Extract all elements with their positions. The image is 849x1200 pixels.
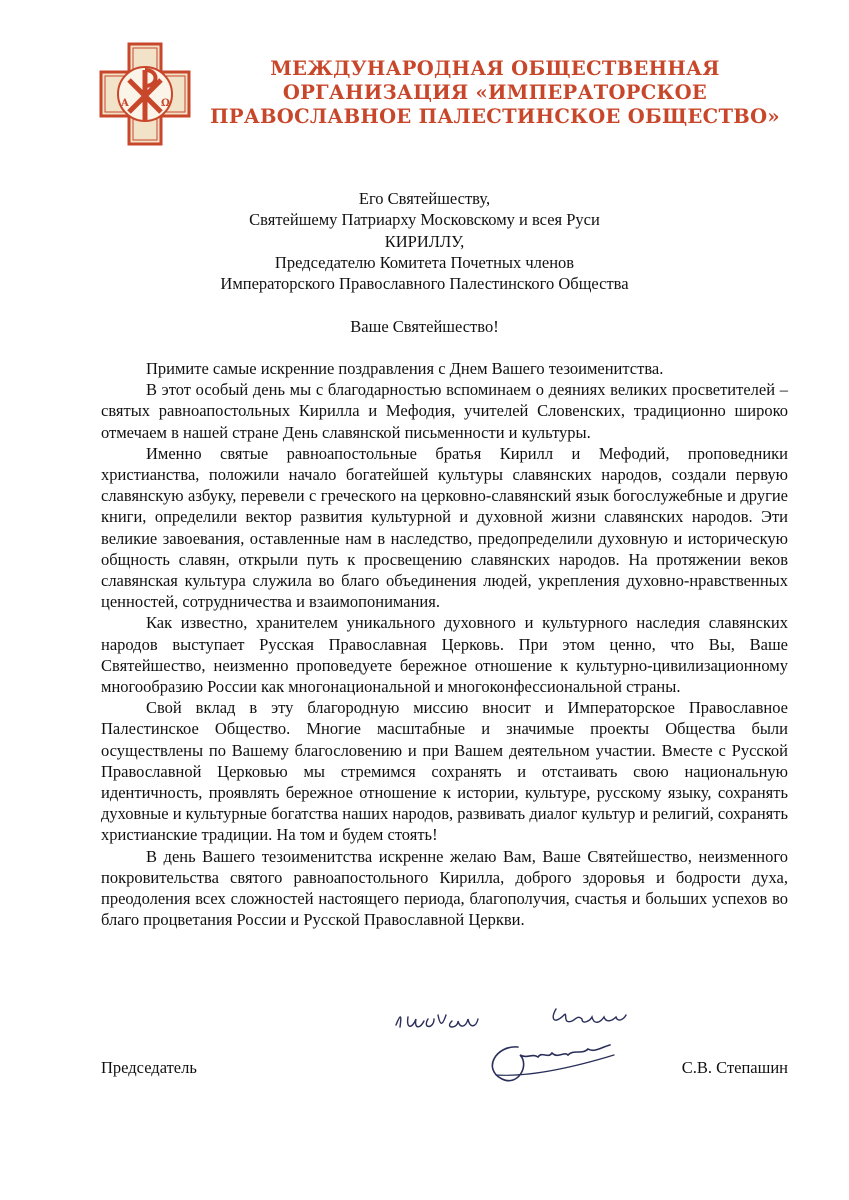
paragraph: Как известно, хранителем уникального духовного и культурного наследия славянских народов выступает Русская Православная Церковь. При этом ценно, что Вы, Ваше Святейшество, неизменно проповедуете бережное отношение к культурно-цивилизационному многообразию России как многонациональной и многоконфессиональной страны.	[101, 613, 788, 697]
addressee-line: КИРИЛЛУ,	[384, 231, 465, 251]
org-name-line: ОРГАНИЗАЦИЯ «ИМПЕРАТОРСКОЕ	[282, 81, 708, 104]
addressee-line: Императорского Православного Палестинского Общества	[220, 274, 629, 294]
paragraph: Свой вклад в эту благородную миссию вносит и Императорское Православное Палестинское Общество. Многие масштабные и значимые проекты Общества были осуществлены по Вашему благословению и при Вашем деятельном участии. Вместе с Русской Православной Церковью мы стремимся сохранять и отстаивать свою национальную идентичность, проявлять бережное отношение к истории, культуре, русскому языку, сохранять духовные и культурные богатства наших народов, развивать диалог культур и религий, сохранять христианские традиции. На том и будем стоять!	[101, 698, 788, 845]
paragraph: В день Вашего тезоименитства искренне желаю Вам, Ваше Святейшество, неизменного покровительства святого равноапостольного Кирилла, доброго здоровья и бодрости духа, преодоления всех сложностей настоящего периода, благополучия, счастья и больших успехов во благо процветания России и Русской Православной Церкви.	[101, 846, 788, 930]
signer-title: Председатель	[101, 1058, 197, 1077]
addressee-block	[0, 188, 849, 294]
paragraph: Примите самые искренние поздравления с Днем Вашего тезоименитства.	[146, 359, 664, 378]
handwritten-signature	[378, 985, 648, 1095]
signer-name: С.В. Степашин	[681, 1058, 788, 1077]
paragraph: В этот особый день мы с благодарностью вспоминаем о деяниях великих просветителей – святых равноапостольных Кирилла и Мефодия, учителей Словенских, традиционно широко отмечаем в нашей стране День славянской письменности и культуры.	[101, 380, 788, 442]
svg-text:Ω: Ω	[161, 98, 170, 109]
addressee-line: Председателю Комитета Почетных членов	[274, 252, 575, 272]
org-name-line: ПРАВОСЛАВНОЕ ПАЛЕСТИНСКОЕ ОБЩЕСТВО»	[210, 105, 780, 128]
society-logo-icon	[99, 42, 191, 146]
letter-body	[101, 358, 788, 930]
svg-text:Α: Α	[121, 98, 129, 109]
addressee-line: Святейшему Патриарху Московскому и всея Руси	[249, 210, 600, 230]
org-name-line: МЕЖДУНАРОДНАЯ ОБЩЕСТВЕННАЯ	[270, 57, 720, 80]
greeting: Ваше Святейшество!	[350, 317, 499, 336]
addressee-line: Его Святейшеству,	[358, 189, 491, 208]
paragraph: Именно святые равноапостольные братья Кирилл и Мефодий, проповедники христианства, положили начало богатейшей культуры славянских народов, создали первую славянскую азбуку, перевели с греческого на церковно-славянский язык богослужебные и другие книги, определили вектор развития культурной и духовной жизни славянских народов. Эти великие завоевания, оставленные нам в наследство, предопределили духовную и историческую общность славян, открыли путь к просвещению славянских народов. На протяжении веков славянская культура служила во благо объединения людей, укрепления духовно-нравственных ценностей, сотрудничества и взаимопонимания.	[101, 443, 788, 612]
organization-name	[205, 57, 785, 129]
